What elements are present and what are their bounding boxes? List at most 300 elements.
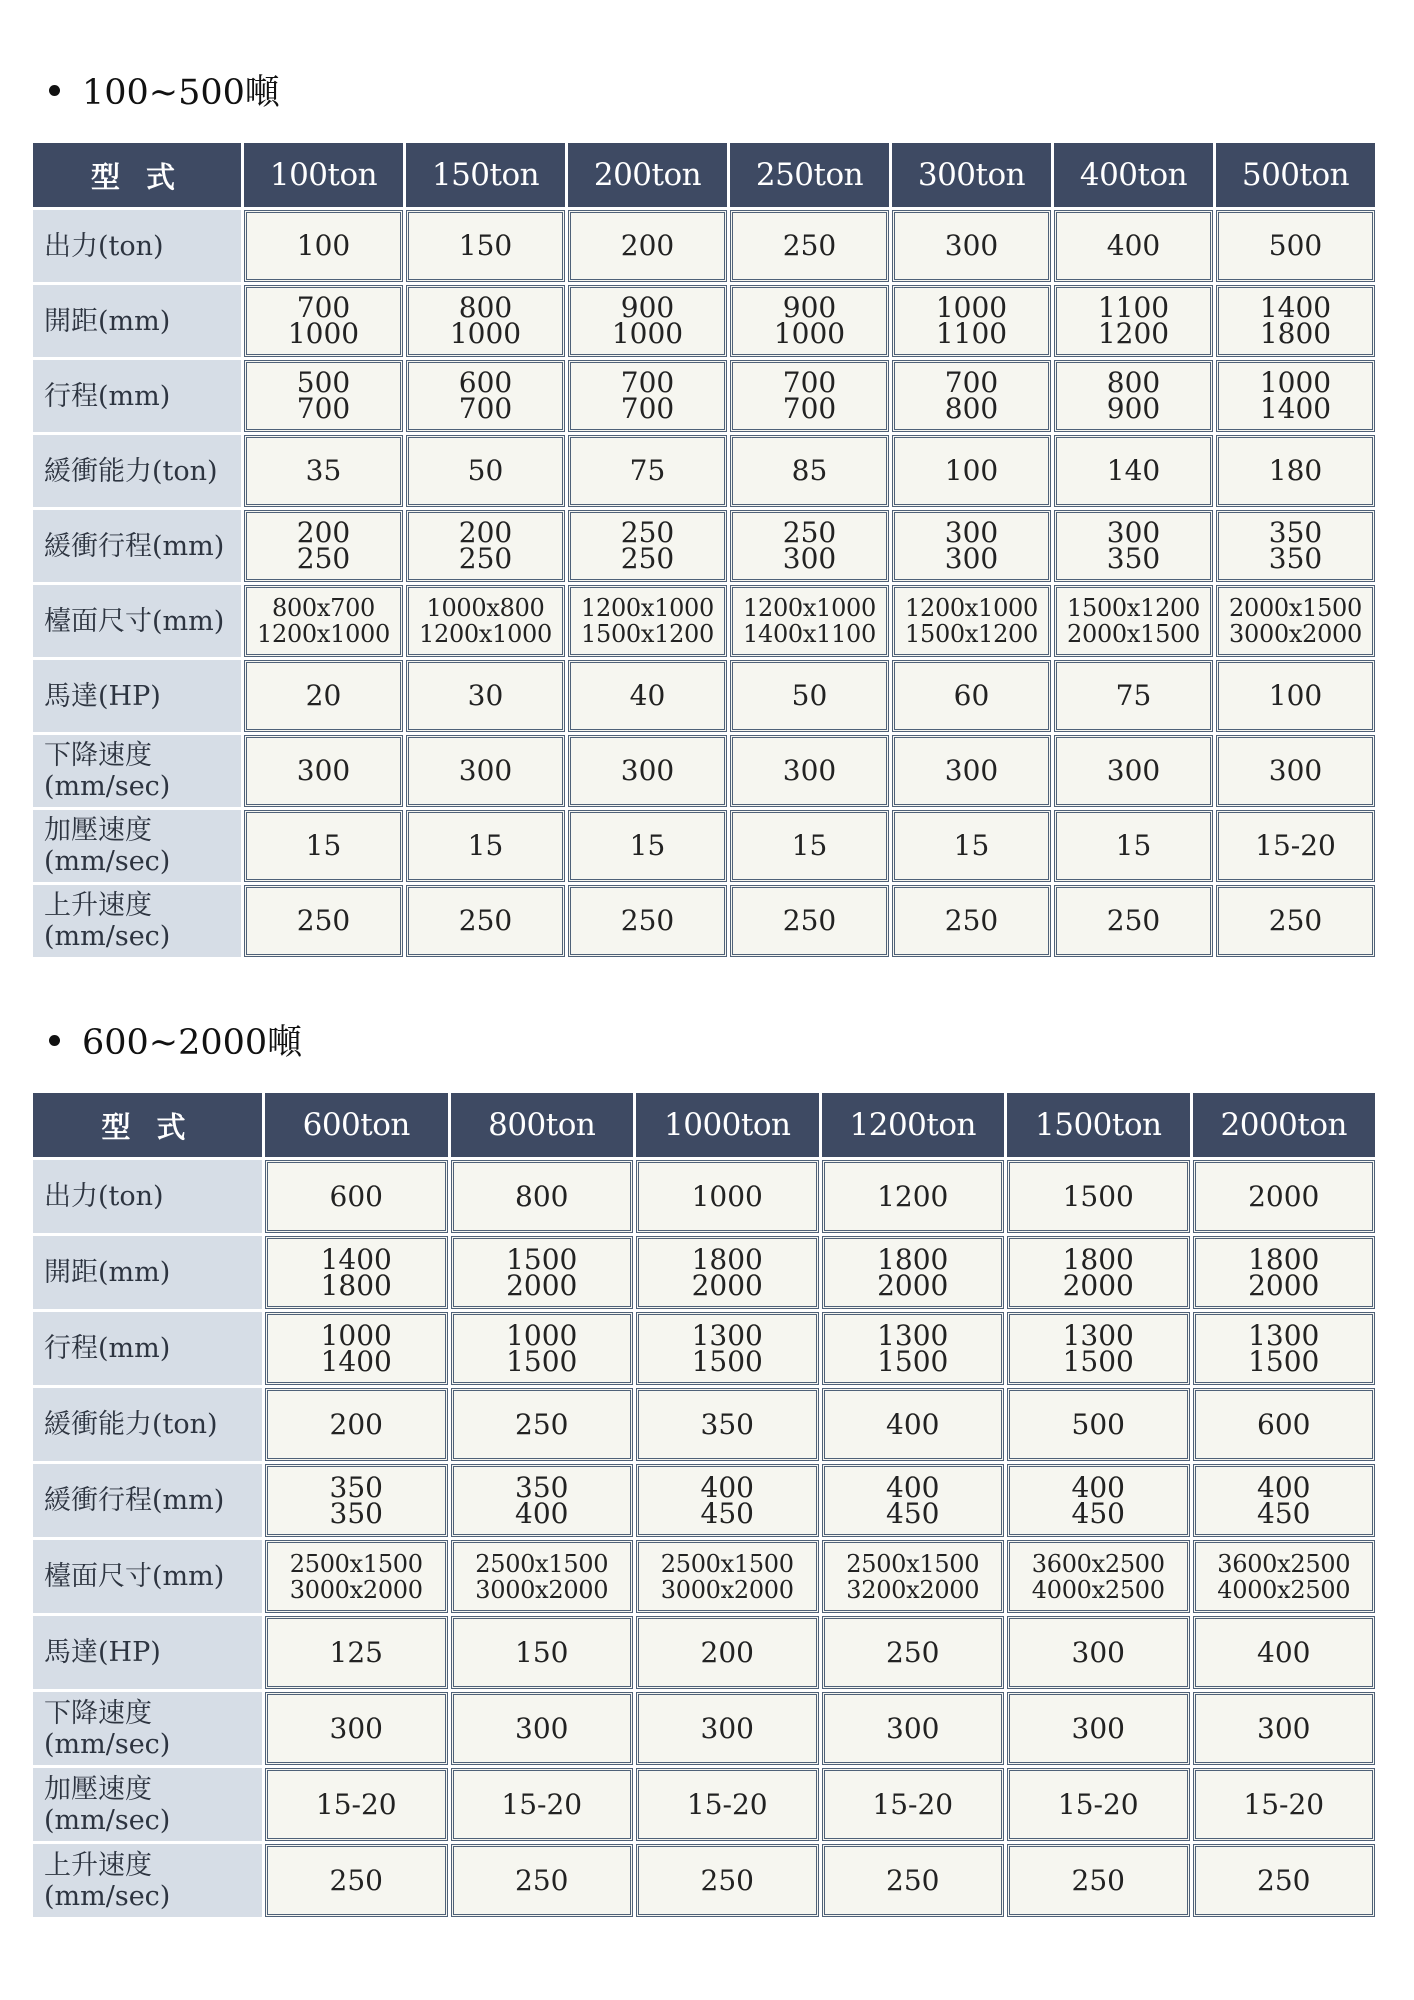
table-cell	[1007, 1464, 1190, 1537]
row-label	[33, 810, 241, 882]
table-cell	[265, 1540, 448, 1613]
table-cell	[1054, 585, 1213, 657]
cell-value: 250	[515, 1863, 569, 1897]
table-cell	[406, 285, 565, 357]
cell-value: 100	[296, 229, 351, 262]
cell-value: 250	[620, 904, 675, 937]
cell-value: 300	[1071, 1711, 1125, 1745]
cell-value: 250	[886, 1635, 940, 1669]
table-row	[33, 810, 1375, 882]
cell-value: 800	[515, 1179, 569, 1213]
cell-value: 1500	[1248, 1344, 1320, 1378]
table-cell	[1216, 885, 1375, 957]
row-label-line: 下降速度	[44, 740, 152, 771]
table-cell	[892, 660, 1051, 732]
cell-value: 300	[944, 229, 999, 262]
table-row	[33, 1236, 1375, 1309]
cell-value: 1200x1000	[581, 594, 714, 622]
table-cell	[822, 1616, 1005, 1689]
cell-value: 250	[1071, 1863, 1125, 1897]
cell-value: 350	[700, 1407, 754, 1441]
cell-value: 1300	[691, 1318, 763, 1352]
table-cell	[730, 360, 889, 432]
cell-value: 40	[629, 679, 666, 712]
table-row	[33, 885, 1375, 957]
table-cell	[265, 1616, 448, 1689]
table-cell	[822, 1388, 1005, 1461]
table-cell	[1193, 1160, 1376, 1233]
table-cell	[244, 210, 403, 282]
header-column: 500ton	[1216, 143, 1375, 207]
table-cell	[892, 210, 1051, 282]
cell-value: 1800	[1062, 1242, 1134, 1276]
cell-value: 350	[1268, 542, 1323, 575]
header-model-label: 型 式	[33, 1093, 262, 1157]
table-row	[33, 1616, 1375, 1689]
cell-value: 1000	[773, 317, 846, 350]
cell-value: 1400	[1259, 392, 1332, 425]
table-cell	[1054, 210, 1213, 282]
section-600-2000	[33, 1012, 1381, 1920]
cell-value: 300	[1106, 754, 1161, 787]
row-label	[33, 1540, 262, 1613]
cell-value: 900	[1106, 392, 1161, 425]
cell-value: 50	[467, 454, 504, 487]
cell-value: 3200x2000	[846, 1575, 980, 1604]
section-100-500	[33, 62, 1381, 960]
row-label	[33, 1236, 262, 1309]
cell-value: 4000x2500	[1217, 1575, 1351, 1604]
cell-value: 30	[467, 679, 504, 712]
cell-value: 300	[782, 542, 837, 575]
row-label-line: 馬達(HP)	[44, 1637, 161, 1668]
cell-value: 350	[1106, 542, 1161, 575]
table-cell	[265, 1388, 448, 1461]
table-cell	[1007, 1236, 1190, 1309]
table-cell	[1007, 1540, 1190, 1613]
cell-value: 1000	[1259, 366, 1332, 399]
header-column: 200ton	[568, 143, 727, 207]
row-label-line: (mm/sec)	[44, 921, 171, 952]
cell-value: 1500	[1062, 1179, 1134, 1213]
table-cell	[406, 585, 565, 657]
cell-value: 1400	[320, 1242, 392, 1276]
table-cell	[244, 360, 403, 432]
cell-value: 1200x1000	[257, 620, 390, 648]
table-cell	[265, 1312, 448, 1385]
header-column: 300ton	[892, 143, 1051, 207]
cell-value: 700	[296, 291, 351, 324]
cell-value: 1500	[1062, 1344, 1134, 1378]
table-cell	[636, 1312, 819, 1385]
cell-value: 15	[791, 829, 828, 862]
bullet-icon	[49, 85, 60, 96]
cell-value: 300	[944, 542, 999, 575]
row-label	[33, 660, 241, 732]
cell-value: 2000	[1062, 1268, 1134, 1302]
table-cell	[636, 1768, 819, 1841]
cell-value: 50	[791, 679, 828, 712]
cell-value: 2000x1500	[1229, 594, 1362, 622]
table-row	[33, 360, 1375, 432]
table-row	[33, 1768, 1375, 1841]
table-cell	[244, 885, 403, 957]
row-label	[33, 1464, 262, 1537]
cell-value: 350	[329, 1496, 383, 1530]
cell-value: 400	[886, 1407, 940, 1441]
cell-value: 2000	[1248, 1179, 1320, 1213]
table-cell	[1007, 1160, 1190, 1233]
row-label-line: 緩衝行程(mm)	[44, 530, 225, 562]
header-column: 600ton	[265, 1093, 448, 1157]
table-row	[33, 585, 1375, 657]
table-row	[33, 1540, 1375, 1613]
table-cell	[892, 885, 1051, 957]
row-label-line: 出力(ton)	[44, 1181, 164, 1212]
table-cell	[406, 885, 565, 957]
table-cell	[265, 1768, 448, 1841]
row-label	[33, 510, 241, 582]
row-label-line: 檯面尺寸(mm)	[44, 605, 225, 637]
table-cell	[822, 1312, 1005, 1385]
table-cell	[406, 735, 565, 807]
table-cell	[406, 510, 565, 582]
cell-value: 400	[1257, 1470, 1311, 1504]
header-column: 1200ton	[822, 1093, 1005, 1157]
cell-value: 60	[953, 679, 990, 712]
cell-value: 15	[467, 829, 504, 862]
table-cell	[822, 1692, 1005, 1765]
row-label	[33, 1160, 262, 1233]
cell-value: 2500x1500	[289, 1549, 423, 1578]
cell-value: 1000x800	[426, 594, 545, 622]
table-cell	[1216, 510, 1375, 582]
cell-value: 75	[1115, 679, 1152, 712]
cell-value: 1300	[1062, 1318, 1134, 1352]
cell-value: 300	[515, 1711, 569, 1745]
cell-value: 300	[620, 754, 675, 787]
cell-value: 85	[791, 454, 828, 487]
table-cell	[568, 510, 727, 582]
header-column: 1500ton	[1007, 1093, 1190, 1157]
cell-value: 150	[515, 1635, 569, 1669]
cell-value: 1100	[1097, 291, 1170, 324]
header-column: 1000ton	[636, 1093, 819, 1157]
cell-value: 1400	[320, 1344, 392, 1378]
table-cell	[636, 1388, 819, 1461]
cell-value: 500	[1268, 229, 1323, 262]
table-cell	[1054, 810, 1213, 882]
cell-value: 2000	[691, 1268, 763, 1302]
cell-value: 300	[1106, 516, 1161, 549]
table-cell	[1007, 1768, 1190, 1841]
cell-value: 3000x2000	[475, 1575, 609, 1604]
table-cell	[265, 1464, 448, 1537]
table-cell	[730, 510, 889, 582]
cell-value: 400	[1071, 1470, 1125, 1504]
cell-value: 1500	[506, 1344, 578, 1378]
row-label	[33, 585, 241, 657]
cell-value: 15	[1115, 829, 1152, 862]
table-cell	[636, 1464, 819, 1537]
table-cell	[1054, 885, 1213, 957]
spec-table-100-500	[30, 140, 1378, 960]
row-label	[33, 885, 241, 957]
table-cell	[822, 1768, 1005, 1841]
cell-value: 2000	[877, 1268, 949, 1302]
table-cell	[265, 1160, 448, 1233]
cell-value: 400	[1106, 229, 1161, 262]
cell-value: 700	[458, 392, 513, 425]
section-heading	[33, 1012, 1381, 1068]
cell-value: 15-20	[501, 1787, 583, 1821]
table-cell	[1054, 660, 1213, 732]
row-label-line: (mm/sec)	[44, 1804, 171, 1836]
row-label-line: 緩衝能力(ton)	[44, 1409, 218, 1440]
cell-value: 1200x1000	[743, 594, 876, 622]
table-cell	[730, 735, 889, 807]
table-cell	[1216, 810, 1375, 882]
table-row	[33, 1312, 1375, 1385]
header-column: 2000ton	[1193, 1093, 1376, 1157]
table-cell	[265, 1844, 448, 1917]
cell-value: 100	[944, 454, 999, 487]
cell-value: 500	[296, 366, 351, 399]
cell-value: 125	[329, 1635, 383, 1669]
cell-value: 250	[1106, 904, 1161, 937]
cell-value: 250	[620, 516, 675, 549]
cell-value: 15-20	[872, 1787, 954, 1821]
table-cell	[892, 585, 1051, 657]
table-cell	[730, 210, 889, 282]
table-cell	[1216, 210, 1375, 282]
cell-value: 300	[296, 754, 351, 787]
cell-value: 250	[296, 904, 351, 937]
table-cell	[451, 1160, 634, 1233]
cell-value: 1000	[449, 317, 522, 350]
table-cell	[1007, 1692, 1190, 1765]
table-cell	[568, 735, 727, 807]
cell-value: 250	[700, 1863, 754, 1897]
table-row	[33, 210, 1375, 282]
table-cell	[451, 1692, 634, 1765]
row-label	[33, 1388, 262, 1461]
cell-value: 300	[1268, 754, 1323, 787]
table-row	[33, 1844, 1375, 1917]
cell-value: 1000	[935, 291, 1008, 324]
cell-value: 1200x1000	[905, 594, 1038, 622]
cell-value: 1800	[691, 1242, 763, 1276]
table-cell	[1193, 1464, 1376, 1537]
cell-value: 800x700	[271, 594, 376, 622]
table-cell	[568, 210, 727, 282]
cell-value: 250	[620, 542, 675, 575]
row-label	[33, 435, 241, 507]
row-label-line: 開距(mm)	[44, 305, 171, 337]
table-cell	[451, 1616, 634, 1689]
row-label-line: (mm/sec)	[44, 771, 171, 802]
cell-value: 800	[458, 291, 513, 324]
cell-value: 2500x1500	[846, 1549, 980, 1578]
cell-value: 1400	[1259, 291, 1332, 324]
table-cell	[1193, 1236, 1376, 1309]
table-cell	[892, 510, 1051, 582]
table-row	[33, 285, 1375, 357]
cell-value: 1500x1200	[905, 620, 1038, 648]
cell-value: 250	[944, 904, 999, 937]
table-cell	[730, 885, 889, 957]
cell-value: 250	[886, 1863, 940, 1897]
cell-value: 15-20	[1057, 1787, 1139, 1821]
row-label-line: 下降速度	[44, 1697, 152, 1729]
cell-value: 1500	[877, 1344, 949, 1378]
row-label-line: 上升速度	[44, 890, 152, 921]
table-cell	[451, 1540, 634, 1613]
cell-value: 250	[782, 516, 837, 549]
header-row	[33, 1093, 1375, 1157]
table-cell	[451, 1768, 634, 1841]
cell-value: 700	[620, 366, 675, 399]
cell-value: 200	[329, 1407, 383, 1441]
header-column: 150ton	[406, 143, 565, 207]
cell-value: 1500x1200	[1067, 594, 1200, 622]
spec-table-600-2000	[30, 1090, 1378, 1920]
cell-value: 35	[305, 454, 342, 487]
row-label	[33, 1692, 262, 1765]
row-label	[33, 360, 241, 432]
table-cell	[244, 510, 403, 582]
table-cell	[1216, 435, 1375, 507]
cell-value: 1000	[691, 1179, 763, 1213]
cell-value: 15	[629, 829, 666, 862]
table-cell	[892, 735, 1051, 807]
row-label-line: 緩衝行程(mm)	[44, 1485, 225, 1516]
table-cell	[568, 360, 727, 432]
table-cell	[568, 585, 727, 657]
cell-value: 400	[515, 1496, 569, 1530]
header-column: 100ton	[244, 143, 403, 207]
table-cell	[822, 1540, 1005, 1613]
cell-value: 450	[886, 1496, 940, 1530]
cell-value: 350	[515, 1470, 569, 1504]
table-cell	[892, 285, 1051, 357]
table-cell	[406, 660, 565, 732]
table-cell	[730, 810, 889, 882]
table-cell	[892, 360, 1051, 432]
cell-value: 250	[296, 542, 351, 575]
cell-value: 1800	[877, 1242, 949, 1276]
cell-value: 180	[1268, 454, 1323, 487]
table-row	[33, 1388, 1375, 1461]
table-cell	[730, 435, 889, 507]
table-cell	[1216, 360, 1375, 432]
row-label	[33, 210, 241, 282]
cell-value: 1300	[877, 1318, 949, 1352]
table-cell	[822, 1464, 1005, 1537]
cell-value: 20	[305, 679, 342, 712]
table-cell	[265, 1692, 448, 1765]
row-label-line: 上升速度	[44, 1849, 152, 1881]
table-row	[33, 1692, 1375, 1765]
table-cell	[636, 1616, 819, 1689]
cell-value: 1500	[506, 1242, 578, 1276]
row-label	[33, 1768, 262, 1841]
cell-value: 300	[1071, 1635, 1125, 1669]
header-column: 800ton	[451, 1093, 634, 1157]
row-label-line: 緩衝能力(ton)	[44, 455, 218, 487]
cell-value: 800	[1106, 366, 1161, 399]
table-row	[33, 735, 1375, 807]
cell-value: 15-20	[686, 1787, 768, 1821]
table-cell	[1007, 1312, 1190, 1385]
cell-value: 200	[700, 1635, 754, 1669]
table-cell	[1193, 1540, 1376, 1613]
cell-value: 300	[944, 516, 999, 549]
table-cell	[1193, 1768, 1376, 1841]
table-row	[33, 510, 1375, 582]
header-model-label: 型 式	[33, 143, 241, 207]
cell-value: 450	[1257, 1496, 1311, 1530]
cell-value: 140	[1106, 454, 1161, 487]
row-label	[33, 1844, 262, 1917]
table-cell	[406, 435, 565, 507]
table-cell	[730, 285, 889, 357]
cell-value: 350	[1268, 516, 1323, 549]
row-label	[33, 285, 241, 357]
table-cell	[892, 810, 1051, 882]
table-cell	[636, 1540, 819, 1613]
header-row	[33, 143, 1375, 207]
cell-value: 250	[1257, 1863, 1311, 1897]
cell-value: 4000x2500	[1031, 1575, 1165, 1604]
table-cell	[1216, 660, 1375, 732]
cell-value: 1300	[1248, 1318, 1320, 1352]
table-cell	[1054, 510, 1213, 582]
cell-value: 3000x2000	[289, 1575, 423, 1604]
row-label	[33, 1312, 262, 1385]
cell-value: 1800	[1248, 1242, 1320, 1276]
table-cell	[451, 1236, 634, 1309]
cell-value: 3000x2000	[1229, 620, 1362, 648]
table-cell	[1216, 735, 1375, 807]
table-cell	[451, 1844, 634, 1917]
section-heading	[33, 62, 1381, 118]
cell-value: 250	[782, 229, 837, 262]
cell-value: 3000x2000	[660, 1575, 794, 1604]
cell-value: 1400x1100	[743, 620, 876, 648]
table-cell	[636, 1160, 819, 1233]
cell-value: 1800	[1259, 317, 1332, 350]
row-label	[33, 735, 241, 807]
cell-value: 250	[329, 1863, 383, 1897]
table-cell	[1193, 1388, 1376, 1461]
row-label-line: 加壓速度	[44, 815, 152, 846]
cell-value: 600	[458, 366, 513, 399]
header-column: 400ton	[1054, 143, 1213, 207]
cell-value: 1100	[935, 317, 1008, 350]
cell-value: 300	[458, 754, 513, 787]
cell-value: 300	[1257, 1711, 1311, 1745]
row-label-line: 行程(mm)	[44, 1333, 171, 1364]
table-cell	[730, 660, 889, 732]
cell-value: 300	[782, 754, 837, 787]
cell-value: 2000	[1248, 1268, 1320, 1302]
table-cell	[451, 1464, 634, 1537]
cell-value: 200	[620, 229, 675, 262]
cell-value: 15-20	[1243, 1787, 1325, 1821]
cell-value: 1000	[287, 317, 360, 350]
cell-value: 400	[700, 1470, 754, 1504]
